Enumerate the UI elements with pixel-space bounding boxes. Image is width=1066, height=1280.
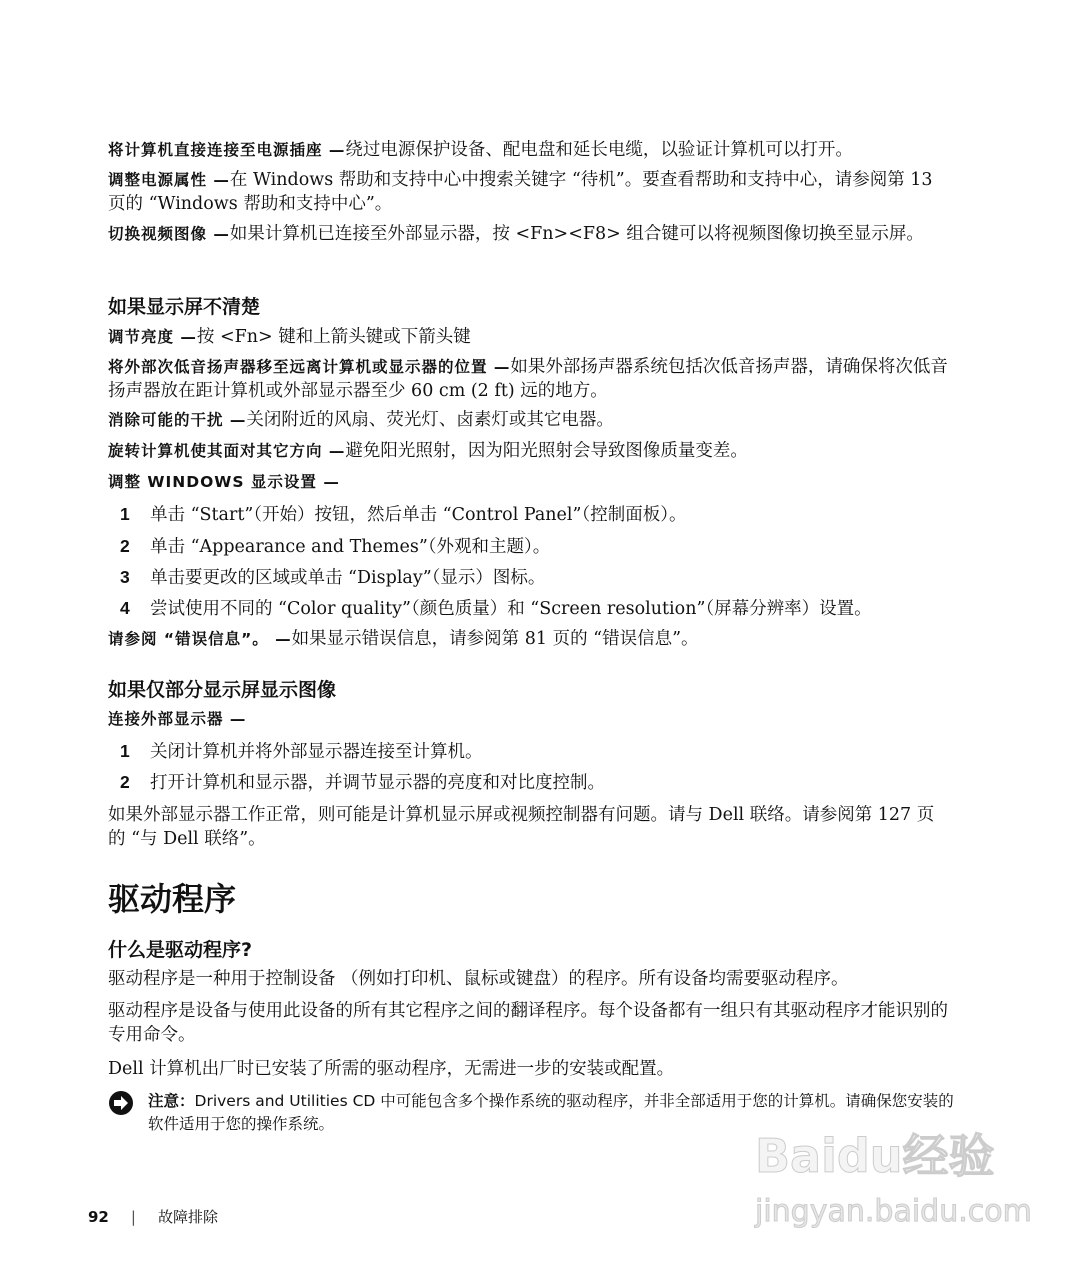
paragraph [108,138,950,162]
lead: 连接外部显示器 — [108,710,247,728]
step-text: 单击要更改的区域或单击 “Display”（显示）图标。 [150,568,546,588]
paragraph [108,168,950,216]
footer [88,1206,218,1227]
step [120,770,605,795]
paragraph: 驱动程序是设备与使用此设备的所有其它程序之间的翻译程序。每个设备都有一组只有其驱动程序才能识别的专用命令。 [108,1001,948,1045]
step [120,739,483,764]
footer-separator: | [130,1208,136,1226]
notice-arrow-icon [108,1090,134,1116]
paragraph [108,325,950,349]
lead: 消除可能的干扰 — [108,411,247,429]
heading-what-is-driver: 什么是驱动程序? [108,939,253,961]
paragraph [108,627,950,651]
paragraph [108,470,950,494]
step-number: 1 [120,741,130,761]
step-text: 单击 “Appearance and Themes”（外观和主题）。 [150,537,551,557]
text: 避免阳光照射，因为阳光照射会导致图像质量变差。 [345,441,748,461]
text: 如果外部扬声器系统包括次低音扬声器，请确保将次低音扬声器放在距计算机或外部显示器至少 60 cm (2 ft) 远的地方。 [108,357,948,401]
lead: 调整 WINDOWS 显示设置 — [108,473,340,491]
heading-partial: 如果仅部分显示屏显示图像 [108,679,337,701]
paragraph [108,355,950,403]
lead: 调整电源属性 — [108,171,230,189]
lead: 旋转计算机使其面对其它方向 — [108,442,346,460]
lead: 切换视频图像 — [108,225,230,243]
step [120,534,550,559]
note-text: Drivers and Utilities CD 中可能包含多个操作系统的驱动程序，并非全部适用于您的计算机。请确保您安装的软件适用于您的操作系统。 [148,1092,954,1133]
page-number: 92 [88,1208,109,1226]
heading-unclear: 如果显示屏不清楚 [108,296,261,318]
paragraph [108,707,950,731]
text: 在 Windows 帮助和支持中心中搜索关键字 “待机”。要查看帮助和支持中心，请参阅第 13 页的 “Windows 帮助和支持中心”。 [108,170,933,214]
step-text: 打开计算机和显示器，并调节显示器的亮度和对比度控制。 [150,773,605,793]
step-text: 关闭计算机并将外部显示器连接至计算机。 [150,742,483,762]
step-number: 3 [120,567,130,587]
watermark-brand: Baidu经验 [755,1129,995,1183]
step-number: 4 [120,598,130,618]
text: 按 <Fn> 键和上箭头键或下箭头键 [196,327,471,347]
step-text: 尝试使用不同的 “Color quality”（颜色质量）和 “Screen resolution”（屏幕分辨率）设置。 [150,599,872,619]
step [120,596,872,621]
paragraph: Dell 计算机出厂时已安装了所需的驱动程序，无需进一步的安装或配置。 [108,1059,675,1079]
step [120,502,686,527]
lead: 将计算机直接连接至电源插座 — [108,141,346,159]
lead: 调节亮度 — [108,328,197,346]
heading-drivers: 驱动程序 [108,880,237,918]
paragraph [108,408,950,432]
note-label: 注意： [148,1092,195,1110]
text: 绕过电源保护设备、配电盘和延长电缆，以验证计算机可以打开。 [345,140,853,160]
paragraph: 驱动程序是一种用于控制设备 （例如打印机、鼠标或键盘）的程序。所有设备均需要驱动程序。 [108,969,849,989]
paragraph [108,439,950,463]
text: 关闭附近的风扇、荧光灯、卤素灯或其它电器。 [246,410,614,430]
paragraph: 如果外部显示器工作正常，则可能是计算机显示屏或视频控制器有问题。请与 Dell 联络。请参阅第 127 页的 “与 Dell 联络”。 [108,805,935,849]
step-text: 单击 “Start”（开始）按钮，然后单击 “Control Panel”（控制面板）。 [150,505,687,525]
baidu-watermark [755,1120,1032,1229]
step-number: 2 [120,536,130,556]
text: 如果显示错误信息，请参阅第 81 页的 “错误信息”。 [291,629,699,649]
paragraph [108,222,950,246]
text: 如果计算机已连接至外部显示器，按 <Fn><F8> 组合键可以将视频图像切换至显示屏。 [229,224,924,244]
step-number: 1 [120,504,130,524]
watermark-url: jingyan.baidu.com [755,1194,1032,1229]
step [120,565,545,590]
lead: 请参阅 “错误信息”。 — [108,630,292,648]
step-number: 2 [120,772,130,792]
chapter-name: 故障排除 [157,1208,218,1226]
lead: 将外部次低音扬声器移至远离计算机或显示器的位置 — [108,358,511,376]
